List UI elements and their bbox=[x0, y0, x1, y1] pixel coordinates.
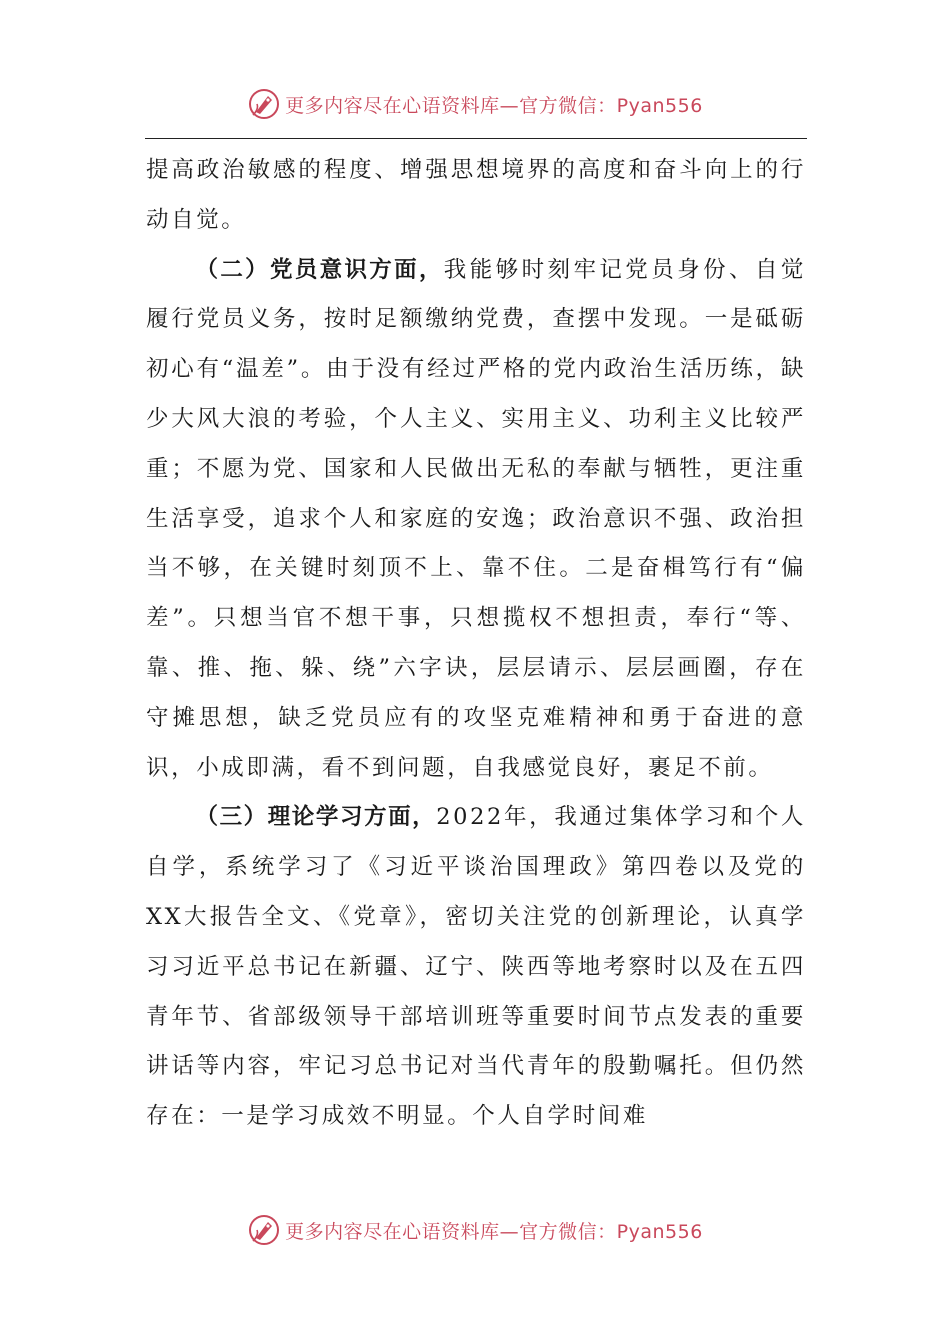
document-body bbox=[146, 146, 806, 1142]
paragraph-theory-study bbox=[146, 793, 806, 1142]
paragraph-continuation: 提高政治敏感的程度、增强思想境界的高度和奋斗向上的行动自觉。 bbox=[146, 157, 806, 233]
section-body-party-awareness: 我能够时刻牢记党员身份、自觉履行党员义务，按时足额缴纳党费，查摆中发现。一是砥砺初心有“温差”。由于没有经过严格的党内政治生活历练，缺少大风大浪的考验，个人主义、实用主义、功利主义比较严重；不愿为党、国家和人民做出无私的奉献与牺牲，更注重生活享受，追求个人和家庭的安逸；政治意识不强、政治担当不够，在关键时刻顶不上、靠不住。二是奋楫笃行有“偏差”。只想当官不想干事，只想揽权不想担责，奉行“等、靠、推、拖、躲、绕”六字诀，层层请示、层层画圈，存在守摊思想，缺乏党员应有的攻坚克难精神和勇于奋进的意识，小成即满，看不到问题，自我感觉良好，裹足不前。 bbox=[146, 256, 806, 781]
paragraph-party-awareness bbox=[146, 246, 806, 794]
section-heading-theory-study: （三）理论学习方面， bbox=[195, 804, 437, 831]
page-header bbox=[0, 84, 950, 124]
footer-banner-text: 更多内容尽在心语资料库—官方微信：Pyan556 bbox=[285, 1220, 703, 1243]
pen-nib-icon bbox=[247, 1213, 281, 1247]
section-heading-party-awareness: （二）党员意识方面， bbox=[195, 256, 444, 283]
page-footer bbox=[0, 1210, 950, 1250]
header-banner-text: 更多内容尽在心语资料库—官方微信：Pyan556 bbox=[285, 94, 703, 117]
section-body-theory-study: 2022年，我通过集体学习和个人自学，系统学习了《习近平谈治国理政》第四卷以及党的XX大报告全文、《党章》，密切关注党的创新理论，认真学习习近平总书记在新疆、辽宁、陕西等地考察时以及在五四青年节、省部级领导干部培训班等重要时间节点发表的重要讲话等内容，牢记习总书记对当代青年的殷勤嘱托。但仍然存在：一是学习成效不明显。个人自学时间难 bbox=[146, 804, 806, 1130]
header-divider bbox=[145, 138, 807, 139]
pen-nib-icon bbox=[247, 87, 281, 121]
